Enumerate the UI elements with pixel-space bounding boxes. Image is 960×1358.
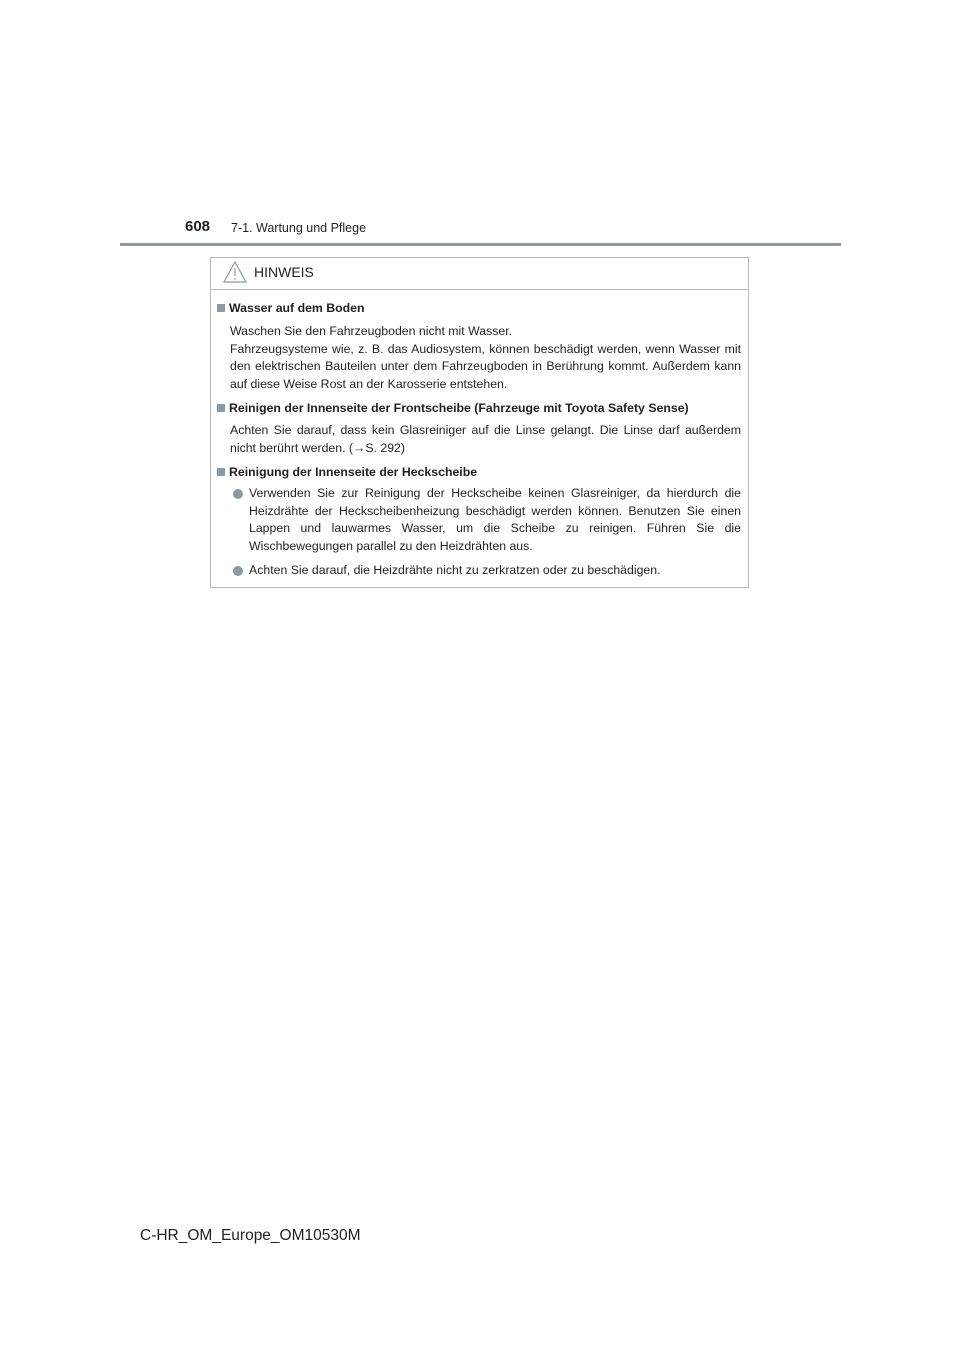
notice-title: HINWEIS [254, 264, 314, 280]
footer-doc-code: C-HR_OM_Europe_OM10530M [140, 1227, 361, 1244]
square-bullet-icon [217, 404, 225, 412]
warning-triangle-icon [223, 261, 247, 283]
item-heading [217, 464, 741, 481]
section-title: 7-1. Wartung und Pflege [231, 221, 367, 235]
round-bullet-icon [233, 489, 243, 499]
notice-item-rear-window [217, 464, 741, 580]
item-heading-text: Reinigen der Innenseite der Frontscheibe (Fahrzeuge mit Toyota Safety Sense) [229, 401, 689, 415]
item-heading [217, 400, 741, 417]
bullet-list [229, 485, 741, 580]
notice-box [210, 257, 749, 588]
square-bullet-icon [217, 304, 225, 312]
round-bullet-icon [233, 566, 243, 576]
paragraph: Achten Sie darauf, dass kein Glasreiniger auf die Linse gelangt. Die Linse darf außerdem nicht berührt werden. (→S. 292) [230, 423, 741, 455]
notice-item-windshield [217, 400, 741, 457]
list-item [229, 562, 741, 580]
notice-item-water-floor [217, 300, 741, 393]
item-heading [217, 300, 741, 317]
notice-header [211, 258, 748, 290]
item-heading-text: Reinigung der Innenseite der Heckscheibe [229, 465, 478, 479]
paragraph: Waschen Sie den Fahrzeugboden nicht mit Wasser. [230, 324, 513, 338]
paragraph: Fahrzeugsysteme wie, z. B. das Audiosystem, können beschädigt werden, wenn Wasser mit den elektrischen Bauteilen unter dem Fahrzeugboden in Berührung kommt. Außerdem kann auf diese Weise Rost an der Karosserie entstehen. [230, 341, 741, 391]
item-heading-text: Wasser auf dem Boden [229, 301, 365, 315]
header-divider [120, 243, 841, 246]
list-item-text: Achten Sie darauf, die Heizdrähte nicht zu zerkratzen oder zu beschädigen. [249, 563, 661, 577]
list-item-text: Verwenden Sie zur Reinigung der Heckscheibe keinen Glasreiniger, da hierdurch die Heizdrähte der Heckscheibenheizung beschädigt werden können. Benutzen Sie einen Lappen und lauwarmes Wasser, um die Scheibe zu reinigen. Führen Sie die Wischbewegungen parallel zu den Heizdrähten aus. [249, 486, 741, 553]
list-item [229, 485, 741, 555]
page-number: 608 [185, 218, 211, 235]
square-bullet-icon [217, 468, 225, 476]
notice-body [211, 290, 748, 580]
